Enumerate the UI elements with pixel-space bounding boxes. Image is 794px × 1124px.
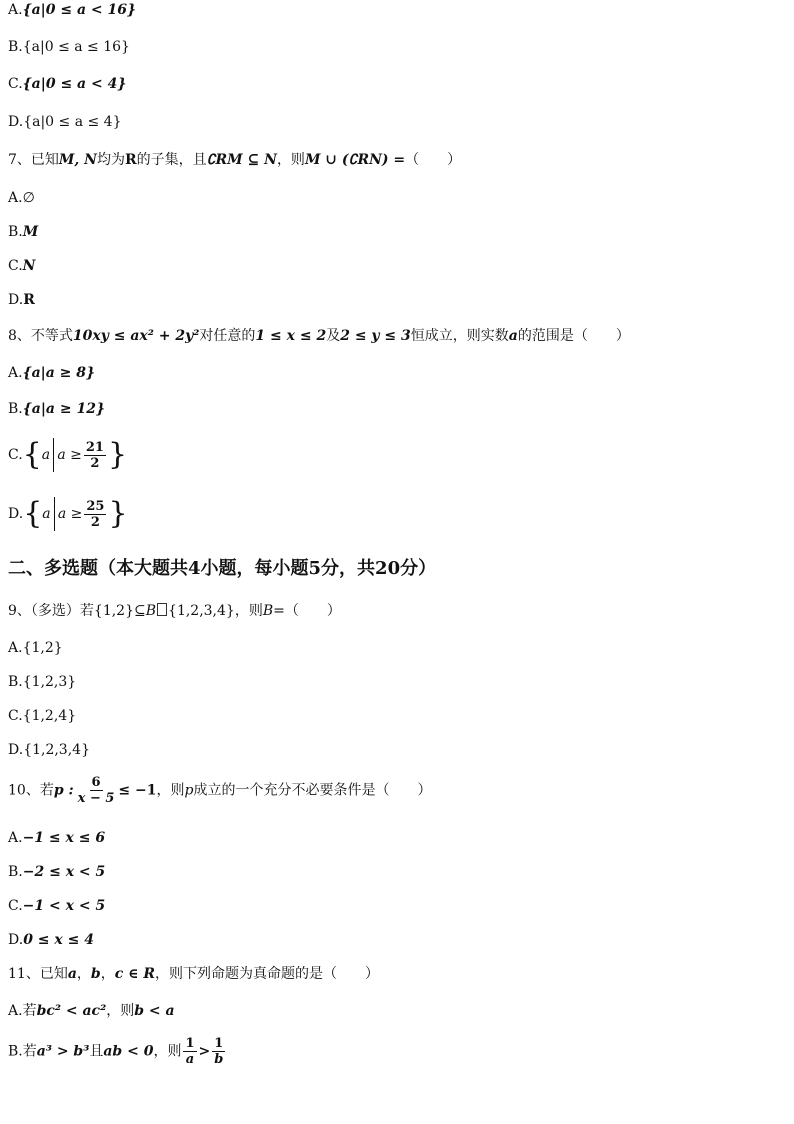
q7-stem: 7、已知M, N均为R的子集，且∁RM ⊆ N，则M ∪ (∁RN) =（ ） <box>8 152 462 168</box>
q9-option-c: C.{1,2,4} <box>8 708 77 724</box>
q9-option-a: A.{1,2} <box>8 640 63 656</box>
q6-option-d: D.{a|0 ≤ a ≤ 4} <box>8 114 122 130</box>
q8-option-d: D.{a a ≥ $\frac{25}{2}$ } <box>8 496 128 531</box>
q6-option-a: A.{a|0 ≤ a < 16} <box>8 2 136 18</box>
q10-stem: 10、若p : $\frac{6}{x - 5}$ ≤ −1，则p成立的一个充分不必要条件是（ ） <box>8 775 432 806</box>
q7-option-b: B.M <box>8 224 39 240</box>
q7-option-c: C.N <box>8 258 36 274</box>
q9-option-b: B.{1,2,3} <box>8 674 77 690</box>
section-heading: 二、多选题（本大题共4小题，每小题5分，共20分） <box>8 558 437 579</box>
q6-option-c: C.{a|0 ≤ a < 4} <box>8 76 127 92</box>
q10-option-d: D.0 ≤ x ≤ 4 <box>8 932 94 948</box>
q7-option-a: A.∅ <box>8 190 35 206</box>
q8-stem: 8、不等式10xy ≤ ax² + 2y²对任意的1 ≤ x ≤ 2及2 ≤ y ≤ 3恒成立，则实数a的范围是（ ） <box>8 328 630 344</box>
q9-option-d: D.{1,2,3,4} <box>8 742 90 758</box>
q8-option-c: C.{a a ≥ $\frac{21}{2}$ } <box>8 437 128 472</box>
q6-option-b: B.{a|0 ≤ a ≤ 16} <box>8 39 130 55</box>
missing-glyph-box <box>157 603 167 616</box>
q9-stem: 9、（多选）若{1,2}⊆B {1,2,3,4}，则B=（ ） <box>8 603 341 619</box>
q8-option-a: A.{a|a ≥ 8} <box>8 365 96 381</box>
q11-option-a: A.若bc² < ac²，则b < a <box>8 1003 175 1019</box>
q10-option-c: C.−1 < x < 5 <box>8 898 106 914</box>
q10-option-b: B.−2 ≤ x < 5 <box>8 864 106 880</box>
q11-option-b: B.若a³ > b³且ab < 0，则 $\frac{1}{a}$ > $\frac{1}{b}$ <box>8 1036 224 1067</box>
q10-option-a: A.−1 ≤ x ≤ 6 <box>8 830 106 846</box>
q7-option-d: D.R <box>8 292 35 308</box>
q8-option-b: B.{a|a ≥ 12} <box>8 401 105 417</box>
q11-stem: 11、已知a，b，c ∈ R，则下列命题为真命题的是（ ） <box>8 966 379 982</box>
